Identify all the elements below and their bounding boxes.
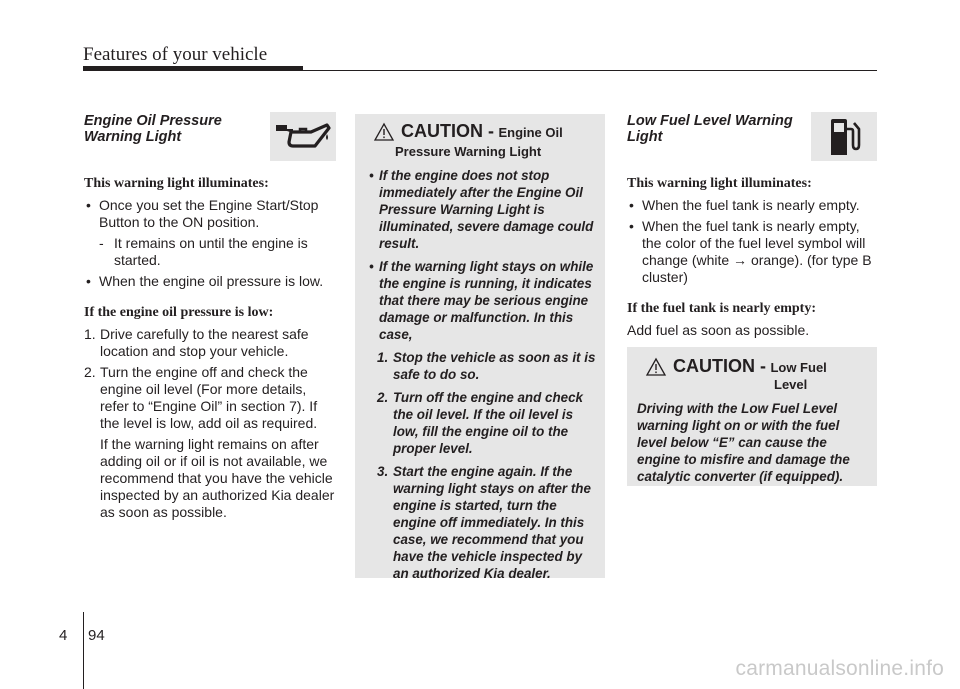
caution-oil-body (367, 167, 599, 582)
page-number: 94 (88, 627, 105, 644)
oil-low-heading: If the engine oil pressure is low: (84, 305, 274, 320)
caution-label: CAUTION - (401, 121, 494, 141)
caution-fuel-box (627, 347, 877, 486)
fuel-illuminates-heading: This warning light illuminates: (627, 176, 812, 191)
oil-can-icon (270, 112, 336, 161)
oil-step-1: 1. Drive carefully to the nearest safe location and stop your vehicle. (84, 326, 309, 359)
fuel-empty-heading: If the fuel tank is nearly empty: (627, 301, 816, 316)
watermark: carmanualsonline.info (735, 657, 944, 680)
caution-oil-bullet-2: • If the warning light stays on while the engine is running, it indicates that there may be serious engine damage or malfunction. In this case, (367, 258, 599, 343)
caution-fuel-subject: Low Fuel (770, 360, 827, 375)
fuel-pump-icon (811, 112, 877, 161)
caution-oil-subject-2: Pressure Warning Light (395, 144, 542, 159)
warning-triangle-icon (645, 357, 667, 377)
fuel-bullet-1: • When the fuel tank is nearly empty. (627, 197, 877, 214)
oil-bullet-start: • Once you set the Engine Start/Stop Button to the ON position. (84, 197, 336, 231)
fuel-section-heading (627, 112, 877, 161)
caution-fuel-heading (637, 357, 867, 392)
fuel-section-title: Low Fuel Level Warning Light (627, 113, 793, 145)
oil-section-heading (84, 112, 336, 161)
caution-oil-step-2: 2. Turn off the engine and check the oil level. If the oil level is low, fill the engine oil to the proper level. (377, 390, 583, 456)
fuel-section (627, 112, 877, 339)
footer-divider (83, 612, 84, 689)
caution-fuel-subject-2: Level (774, 377, 808, 392)
caution-label: CAUTION - (673, 356, 766, 376)
page-header-title: Features of your vehicle (83, 44, 268, 65)
caution-oil-box (355, 114, 605, 581)
caution-oil-heading (367, 122, 599, 159)
oil-section-title: Engine Oil Pressure Warning Light (84, 113, 222, 145)
caution-oil-step-1: 1. Stop the vehicle as soon as it is safe to do so. (377, 350, 596, 382)
header-rule (83, 70, 877, 71)
warning-triangle-icon (373, 122, 395, 142)
oil-illuminates-heading: This warning light illuminates: (84, 176, 269, 191)
caution-oil-bullet-1: • If the engine does not stop immediately after the Engine Oil Pressure Warning Light is illuminated, severe damage could result. (367, 167, 599, 252)
caution-fuel-body: Driving with the Low Fuel Level warning light on or with the fuel level below “E” can cause the engine to misfire and damage the catalytic converter (if equipped). (637, 401, 850, 484)
caution-oil-step-3: 3. Start the engine again. If the warning light stays on after the engine is started, turn the engine off immediately. In this case, we recommend that you have the vehicle inspected by an authorized Kia dealer. (377, 464, 591, 581)
fuel-empty-text: Add fuel as soon as possible. (627, 322, 810, 338)
fuel-bullet-2: • When the fuel tank is nearly empty, the color of the fuel level symbol will change (white → orange). (for type B cluster) (627, 218, 877, 286)
caution-oil-subject: Engine Oil (498, 125, 563, 140)
oil-step-2: 2. Turn the engine off and check the engine oil level (For more details, refer to “Engine Oil” in section 7). If the level is low, add oil as required. (84, 364, 318, 431)
oil-dash-item: - It remains on until the engine is started. (99, 235, 308, 268)
oil-section (84, 112, 336, 521)
section-number: 4 (59, 627, 68, 644)
oil-bullet-low: • When the engine oil pressure is low. (84, 273, 336, 290)
oil-step-2-continued: If the warning light remains on after adding oil or if oil is not available, we recommend that you have the vehicle inspected by an authorized Kia dealer as soon as possible. (100, 436, 335, 520)
